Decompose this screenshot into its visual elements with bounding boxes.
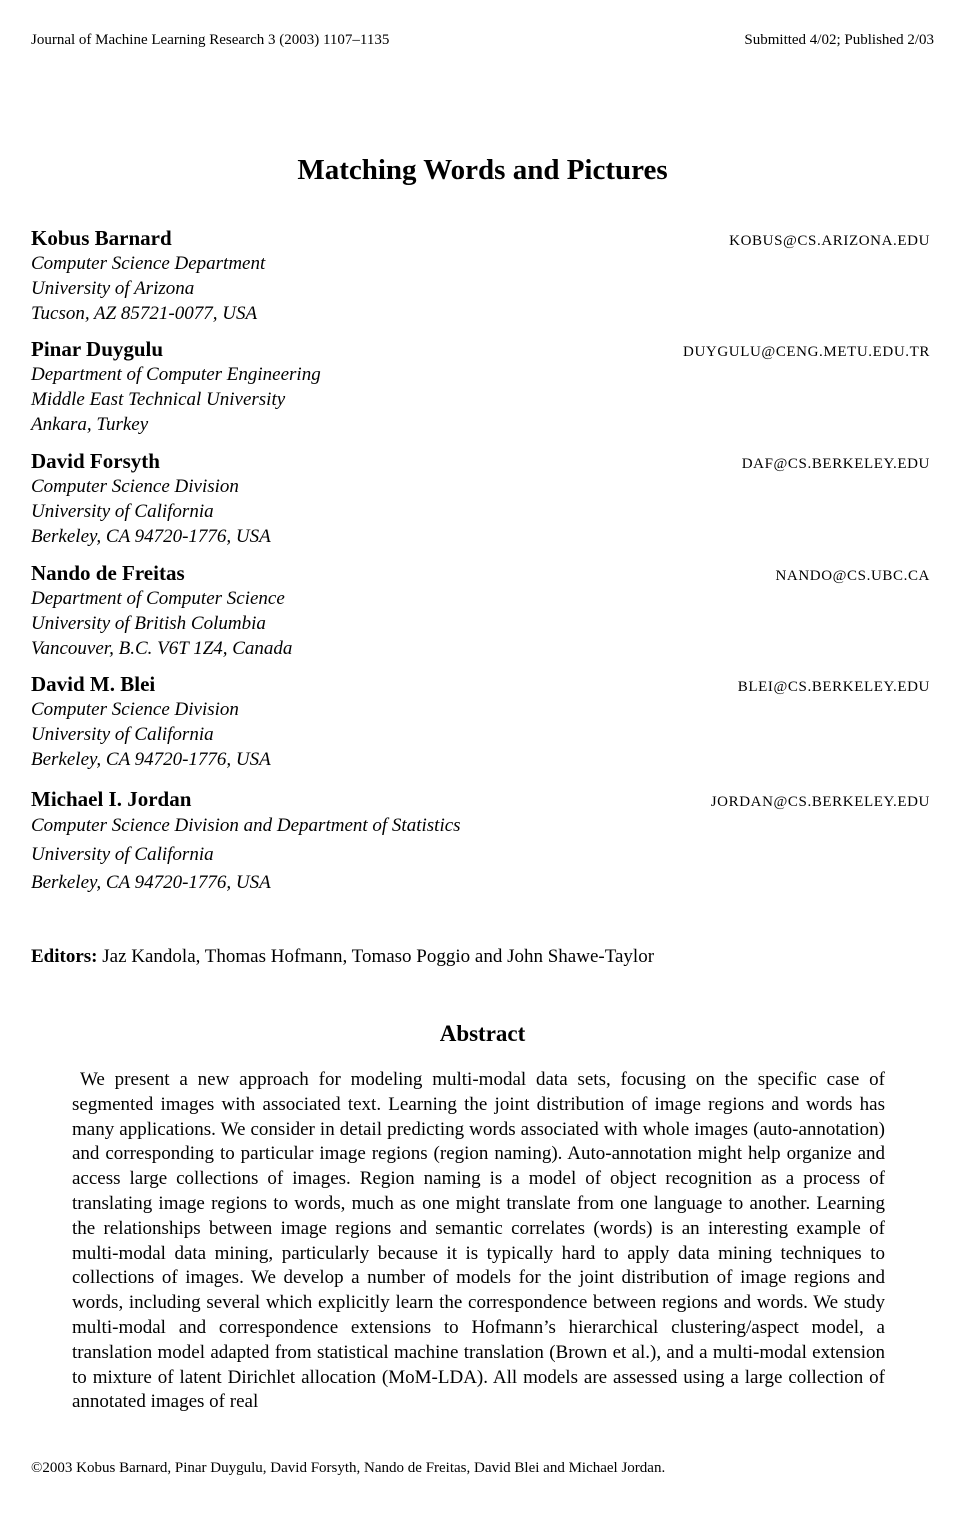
author-name: Nando de Freitas (31, 561, 185, 585)
abstract-heading: Abstract (439, 1021, 526, 1046)
submission-dates: Submitted 4/02; Published 2/03 (744, 32, 934, 48)
affiliation-line: Berkeley, CA 94720-1776, USA (31, 872, 271, 893)
paper-title: Matching Words and Pictures (297, 154, 668, 186)
affiliation-line: University of Arizona (31, 278, 195, 299)
affiliation-line: Department of Computer Science (31, 588, 285, 609)
affiliation-line: University of California (31, 843, 214, 865)
author-name: David M. Blei (31, 672, 156, 696)
running-header (31, 32, 934, 49)
affiliation-line: Computer Science Division (31, 699, 239, 720)
affiliation-line: University of California (31, 724, 214, 745)
copyright-notice: ©2003 Kobus Barnard, Pinar Duygulu, David Forsyth, Nando de Freitas, David Blei and Michael Jordan. (31, 1460, 666, 1476)
author-block (31, 449, 930, 549)
author-email: JORDAN@CS.BERKELEY.EDU (710, 794, 930, 810)
author-email: NANDO@CS.UBC.CA (775, 568, 930, 584)
affiliation-line: Department of Computer Engineering (31, 364, 321, 385)
author-email: DAF@CS.BERKELEY.EDU (741, 456, 930, 472)
affiliation-line: Computer Science Department (31, 253, 266, 274)
author-email: KOBUS@CS.ARIZONA.EDU (729, 233, 930, 249)
author-name: Michael I. Jordan (31, 787, 192, 811)
author-block (31, 561, 930, 661)
editors-line (31, 946, 654, 968)
abstract-text: We present a new approach for modeling multi-modal data sets, focusing on the specific case of segmented images with associated text. Learning the joint distribution of image regions and words has many applications. We consider in detail predicting words associated with whole images (auto-annotation) and corresponding to particular image regions (region naming). Auto-annotation might help organize and access large collections of images. Region naming is a model of object recognition as a process of translating image regions to words, much as one might translate from one language to another. Learning the relationships between image regions and semantic correlates (words) is an interesting example of multi-modal data mining, particularly because it is typically hard to apply data mining techniques to collections of images. We develop a number of models for the joint distribution of image regions and words, including several which explicitly learn the correspondence between regions and words. We study multi-modal and correspondence extensions to Hofmann’s hierarchical clustering/aspect model, a translation model adapted from statistical machine translation (Brown et al.), and a multi-modal extension to mixture of latent Dirichlet allocation (MoM-LDA). All models are assessed using a large collection of annotated images of real (72, 1069, 885, 1413)
affiliation-line: Berkeley, CA 94720-1776, USA (31, 526, 271, 547)
author-email: BLEI@CS.BERKELEY.EDU (737, 679, 930, 695)
affiliation-line: Ankara, Turkey (31, 414, 149, 435)
affiliation-line: Middle East Technical University (31, 389, 286, 410)
editors-names: Jaz Kandola, Thomas Hofmann, Tomaso Poggio and John Shawe-Taylor (102, 946, 655, 967)
author-name: Pinar Duygulu (31, 337, 164, 361)
affiliation-line: University of California (31, 501, 214, 522)
author-name: David Forsyth (31, 449, 160, 473)
journal-citation: Journal of Machine Learning Research 3 (2003) 1107–1135 (31, 32, 390, 48)
author-block (31, 787, 930, 898)
affiliation-line: Berkeley, CA 94720-1776, USA (31, 749, 271, 770)
author-block (31, 672, 930, 772)
affiliation-line: Computer Science Division and Department of Statistics (31, 815, 461, 836)
author-block (31, 226, 930, 326)
affiliation-line: Computer Science Division (31, 476, 239, 497)
affiliation-line: Vancouver, B.C. V6T 1Z4, Canada (31, 638, 293, 659)
author-name: Kobus Barnard (31, 226, 172, 250)
affiliation-line: University of British Columbia (31, 613, 266, 634)
author-email: DUYGULU@CENG.METU.EDU.TR (683, 344, 930, 360)
editors-label: Editors: (31, 946, 98, 967)
author-block (31, 337, 930, 437)
affiliation-line: Tucson, AZ 85721-0077, USA (31, 303, 258, 324)
